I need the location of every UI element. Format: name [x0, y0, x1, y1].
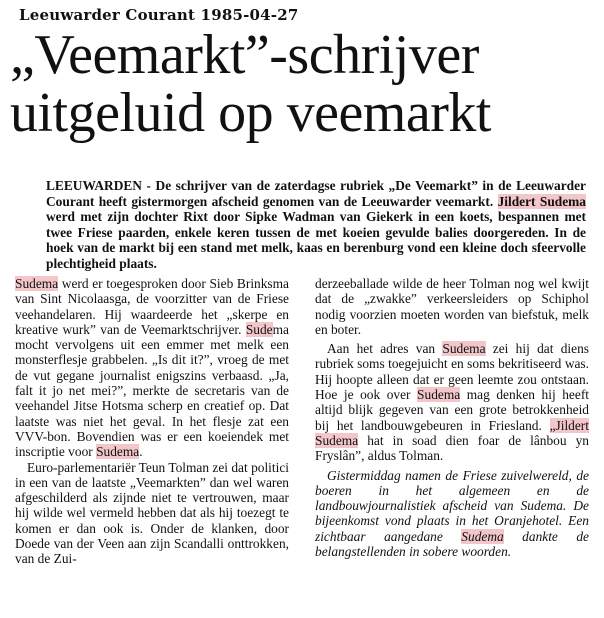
highlight-sudema: Sudema — [461, 528, 504, 544]
text-run: ma mocht vervolgens uit een emmer met melk een monsterflesje grabbelen. „Is dit it?”, vroeg de met de vut gegane journalist enigszins verbaasd. „Ja, falt it jo net mei?”, merkte de secretaris van de veehandel Jitse Hotsma scherp en creatief op. Dat laatste was niet het geval. In het flesje zat een VVV-bon. Bovendien was er een koeiendek met inscriptie voor — [15, 321, 289, 460]
headline-line-1: „Veemarkt”-schrijver — [10, 24, 479, 86]
intro-text-2: werd met zijn dochter Rixt door Sipke Wadman van Giekerk in een koets, bespannen met twee Friese paarden, enkele keren tussen de met koeien gevulde balies doorgereden. In de hoek van de markt bij een stand met melk, kaas en berenburg vond een kleine doch sfeervolle plechtigheid plaats. — [46, 209, 586, 271]
right-paragraph-1: derzeeballade wilde de heer Tolman nog wel kwijt dat de „zwakke” verkeersleiders op Schiphol nodig voorzien moeten worden van biefstuk, melk en boter. — [315, 276, 589, 337]
highlight-sudema: Sude — [245, 321, 273, 337]
article-intro — [46, 178, 586, 271]
newspaper-source-label: Leeuwarder Courant 1985-04-27 — [19, 6, 299, 24]
highlight-jildert-sudema: Jildert Sudema — [497, 193, 587, 209]
left-paragraph-2: Euro-parlementariër Teun Tolman zei dat politici in een van de laatste „Veemarkten” dan wel waren afgeschilderd als zijnde niet te vertrouwen, maar hij wilde wel vermeld hebben dat als hij toezegt te komen er dan ook is. Onder de klanken, door Doede van der Veen aan zijn Scandalli onttrokken, van de Zui- — [15, 459, 289, 567]
highlight-sudema: Sudema — [442, 341, 486, 357]
highlight-sudema: Sudema — [96, 444, 140, 460]
left-paragraph-1 — [15, 276, 289, 460]
text-run: . — [139, 444, 143, 460]
headline-line-2: uitgeluid op veemarkt — [10, 82, 491, 144]
right-paragraph-2 — [315, 341, 589, 463]
highlight-sudema: Sudema — [417, 387, 461, 403]
text-run: werd er toegesproken door Sieb Brinksma van Sint Nicolaasga, de voorzitter van de Friese veehandelaren. Hij waardeerde het „skerpe en kreative wurk” van de Veemarktschrijver. — [15, 276, 289, 337]
text-run: dankte de belangstellenden in sobere woorden. — [315, 528, 589, 560]
highlight-sudema: Sudema — [15, 276, 59, 291]
text-run: zei hij dat diens rubriek soms toegejuicht en soms bekritiseerd was. Hij hoopte alleen dat er geen leemte zou ontstaan. Hoe je ook over — [315, 341, 589, 403]
highlight-jildert-sudema: „Jildert Sudema — [315, 417, 589, 448]
text-run: Gistermiddag namen de Friese zuivelwereld, de boeren in het algemeen en de landbouwjournalistiek afscheid van Sudema. De bijeenkomst vond plaats in het Oranjehotel. Een zichtbaar aangedane — [315, 467, 589, 544]
text-run: mag denken hij heeft altijd blijk gegeven van een grote betrokkenheid bij het landbouwgebeuren in Friesland. — [315, 387, 589, 433]
article-headline — [10, 26, 600, 142]
right-paragraph-3 — [315, 468, 589, 560]
article-column-right — [315, 276, 589, 559]
article-column-left — [15, 276, 289, 567]
intro-text-1: LEEUWARDEN - De schrijver van de zaterdagse rubriek „De Veemarkt” in de Leeuwarder Courant heeft gistermorgen afscheid genomen van de Leeuwarder veemarkt. — [46, 178, 586, 209]
text-run: Aan het adres van — [327, 341, 443, 357]
text-run: hat in soad dien foar de lânbou yn Fryslân”, aldus Tolman. — [315, 432, 589, 464]
